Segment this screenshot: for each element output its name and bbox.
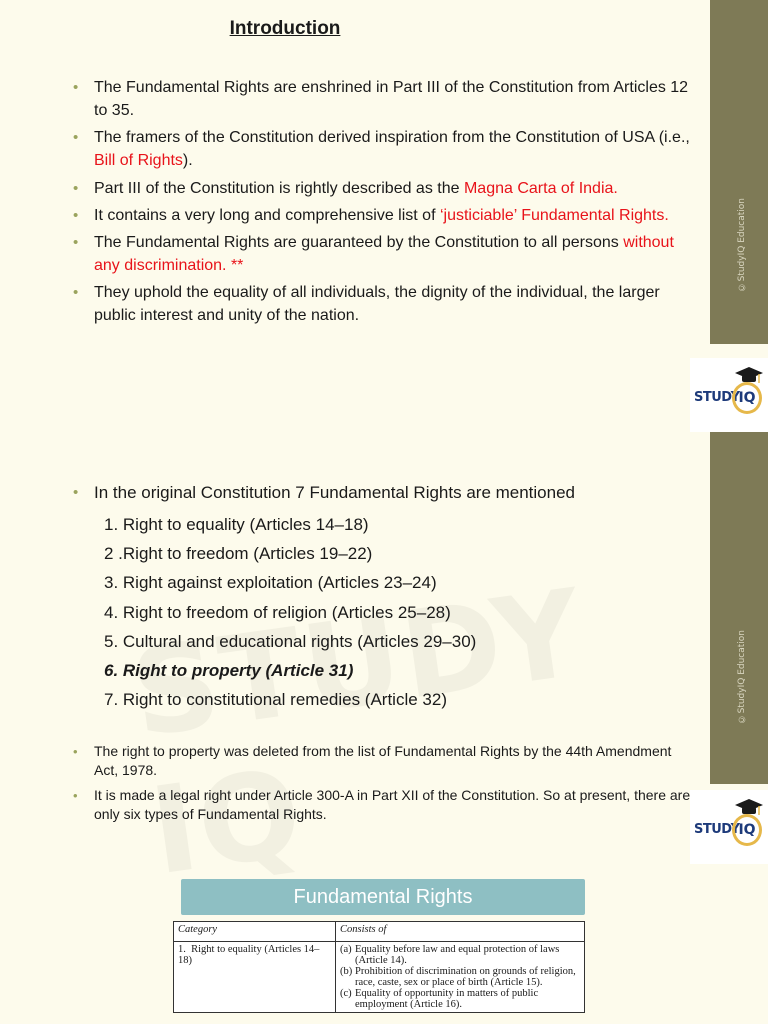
slide-fundamental-rights <box>0 432 768 1024</box>
list-item: • The Fundamental Rights are enshrined in Part III of the Constitution from Articles 12 to 35. <box>73 76 701 122</box>
list-item: • It is made a legal right under Article 300-A in Part XII of the Constitution. So at present, there are only six types of Fundamental Rights. <box>73 786 693 824</box>
right-item: 4. Right to freedom of religion (Articles 25–28) <box>104 602 451 622</box>
intro-bullet-list <box>73 76 701 332</box>
logo-iq: IQ <box>732 382 762 414</box>
highlight-text: Magna Carta of India. <box>463 179 618 197</box>
studyiq-logo <box>690 358 768 432</box>
highlight-text: Bill of Rights <box>94 152 183 170</box>
right-item: 5. Cultural and educational rights (Articles 29–30) <box>104 631 477 651</box>
list-item: • Part III of the Constitution is rightly described as the Magna Carta of India. <box>73 177 701 200</box>
rights-list <box>104 510 584 714</box>
list-item: • In the original Constitution 7 Fundamental Rights are mentioned <box>73 481 693 505</box>
logo-iq: IQ <box>732 814 762 846</box>
section-banner: Fundamental Rights <box>181 879 585 915</box>
table-cell-category: 1. Right to equality (Articles 14–18) <box>174 942 336 1013</box>
table-item: (a) Equality before law and equal protection of laws (Article 14). <box>340 944 560 966</box>
table-header: Category <box>174 922 336 942</box>
highlight-text: without any discrimination. ** <box>94 234 674 275</box>
studyiq-logo <box>690 790 768 864</box>
list-item: • The framers of the Constitution derived inspiration from the Constitution of USA (i.e., Bill of Rights). <box>73 126 701 172</box>
right-item: 2 .Right to freedom (Articles 19–22) <box>104 544 373 564</box>
rights-intro-list <box>73 481 693 505</box>
list-item: • The right to property was deleted from the list of Fundamental Rights by the 44th Amendment Act, 1978. <box>73 742 693 780</box>
right-item: 3. Right against exploitation (Articles 23–24) <box>104 573 437 593</box>
table-item: (b) Prohibition of discrimination on grounds of religion, race, caste, sex or place of birth (Article 15). <box>340 966 576 988</box>
slide-sidebar <box>710 0 768 344</box>
table-header-row <box>174 922 585 942</box>
logo-word: STUDY <box>694 822 740 837</box>
list-item: • The Fundamental Rights are guaranteed by the Constitution to all persons without any discrimination. ** <box>73 231 701 277</box>
table-row <box>174 942 585 1013</box>
page-title: Introduction <box>229 18 341 39</box>
copyright-watermark: ©StudyIQ Education <box>737 630 747 724</box>
table-header: Consists of <box>336 922 585 942</box>
highlight-text: ‘justiciable’ Fundamental Rights. <box>439 206 669 224</box>
table-item: (c) Equality of opportunity in matters of public employment (Article 16). <box>340 988 539 1010</box>
logo-word: STUDY <box>694 390 740 405</box>
right-item: 1. Right to equality (Articles 14–18) <box>104 515 369 534</box>
list-item: • It contains a very long and comprehensive list of ‘justiciable’ Fundamental Rights. <box>73 204 701 227</box>
rights-table <box>173 921 585 1013</box>
right-item-emphasized: 6. Right to property (Article 31) <box>104 661 354 681</box>
slide-introduction <box>0 0 768 432</box>
notes-list <box>73 742 693 830</box>
table-cell-contents <box>336 942 585 1013</box>
copyright-watermark: ©StudyIQ Education <box>737 198 747 292</box>
right-item: 7. Right to constitutional remedies (Article 32) <box>104 690 447 710</box>
slide-sidebar <box>710 432 768 784</box>
list-item: • They uphold the equality of all individuals, the dignity of the individual, the larger public interest and unity of the nation. <box>73 281 701 327</box>
